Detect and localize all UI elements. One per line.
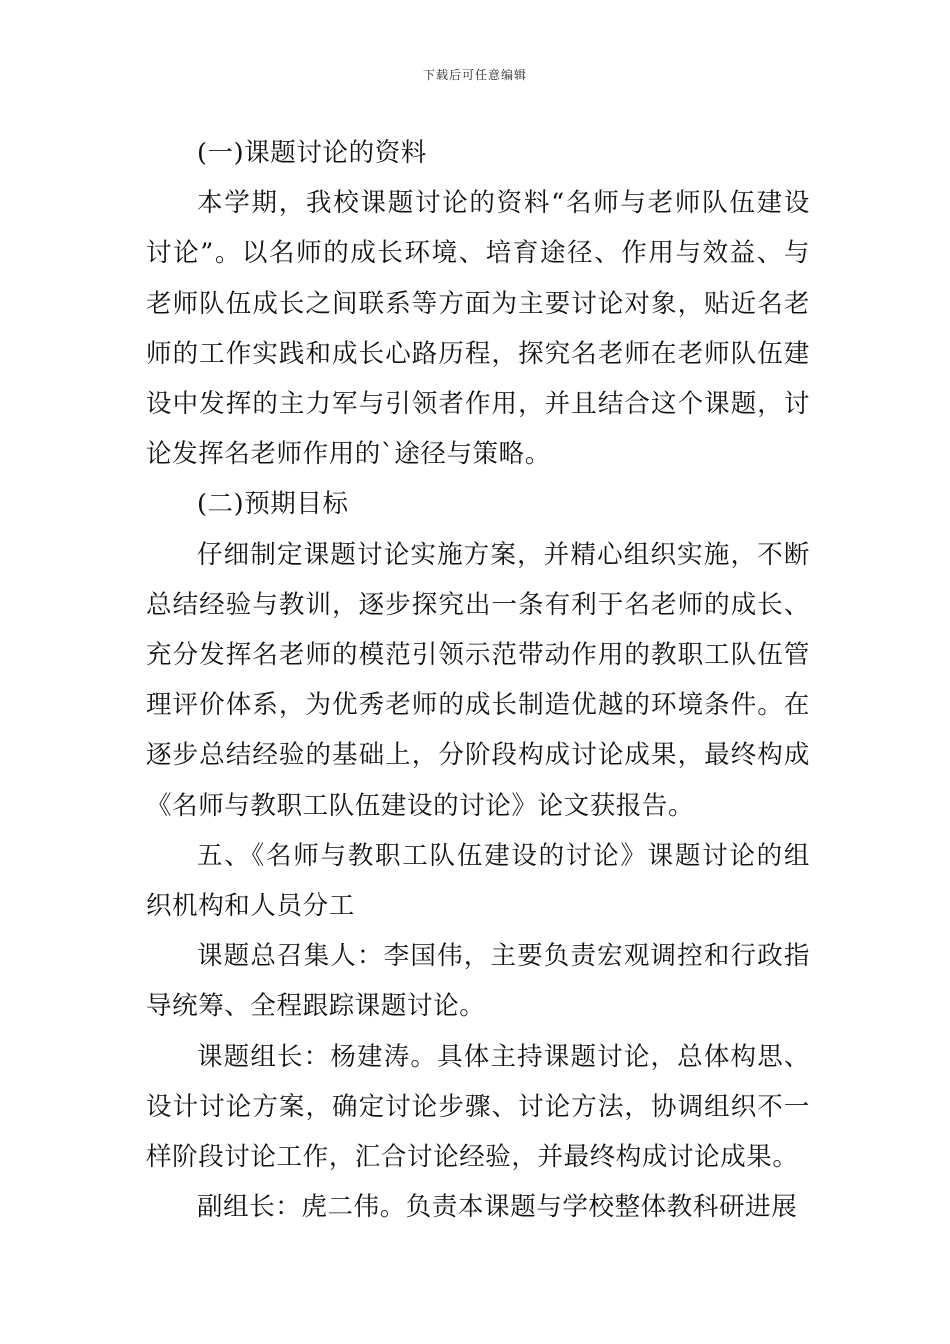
section-heading-goals: (二)预期目标 (197, 489, 349, 520)
paragraph-deputy-leader: 副组长：虎二伟。负责本课题与学校整体教科研进展 (197, 1192, 798, 1223)
paragraph-goals-description: 仔细制定课题讨论实施方案，并精心组织实施，不断总结经验与教训，逐步探究出一条有利于名老师的成长、充分发挥名老师的模范引领示范带动作用的教职工队伍管理评价体系，为优秀老师的成长制造优越的环境条件。在逐步总结经验的基础上，分阶段构成讨论成果，最终构成《名师与教职工队伍建设的讨论》论文获报告。 (146, 539, 810, 821)
paragraph-content-description: 本学期，我校课题讨论的资料“名师与老师队伍建设讨论”。以名师的成长环境、培育途径、作用与效益、与老师队伍成长之间联系等方面为主要讨论对象，贴近名老师的工作实践和成长心路历程，探究名老师在老师队伍建设中发挥的主力军与引领者作用，并且结合这个课题，讨论发挥名老师作用的`途径与策略。 (146, 188, 810, 470)
section-heading-content: (一)课题讨论的资料 (197, 138, 427, 168)
section-heading-organization: 五、《名师与教职工队伍建设的讨论》课题讨论的组织机构和人员分工 (146, 840, 810, 922)
paragraph-group-leader: 课题组长：杨建涛。具体主持课题讨论，总体构思、设计讨论方案，确定讨论步骤、讨论方法，协调组织不一样阶段讨论工作，汇合讨论经验，并最终构成讨论成果。 (146, 1041, 810, 1173)
paragraph-convener: 课题总召集人：李国伟，主要负责宏观调控和行政指导统筹、全程跟踪课题讨论。 (146, 941, 810, 1022)
document-body (146, 128, 810, 1232)
header-note: 下载后可任意编辑 (422, 68, 527, 82)
